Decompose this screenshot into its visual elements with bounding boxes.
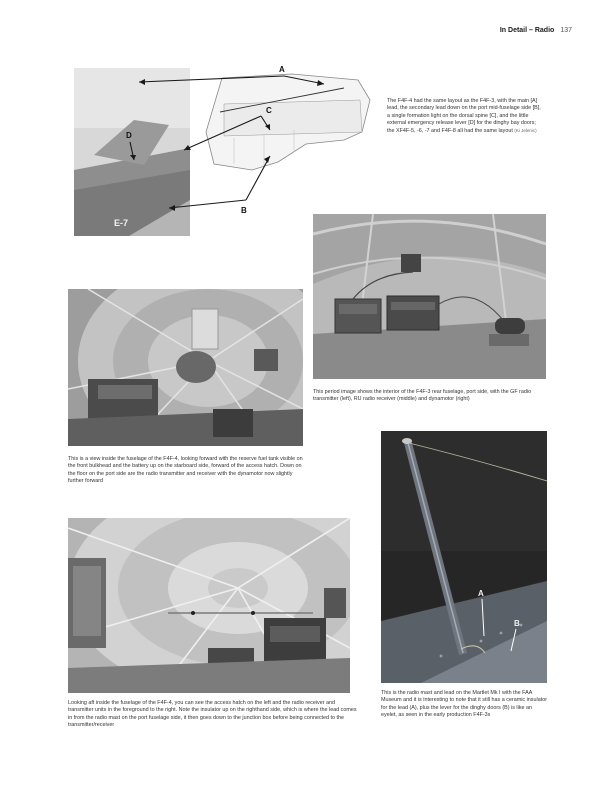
running-header: [500, 27, 572, 34]
photo-martlet-radio-mast: [381, 431, 547, 683]
caption-radio-mast: [381, 690, 547, 719]
svg-text:E-7: E-7: [114, 218, 129, 228]
caption-rear-fuselage: [313, 389, 546, 404]
caption-tail: [387, 98, 543, 135]
caption-looking-aft: [68, 700, 358, 729]
photo-tail-radio-lead: [74, 60, 380, 236]
label-c: C: [266, 106, 272, 115]
label-d: D: [126, 131, 132, 140]
photo-fuselage-looking-aft: [68, 518, 350, 693]
label-a: A: [279, 65, 285, 74]
label-mast-a: A: [478, 589, 484, 598]
label-mast-b: B: [514, 619, 520, 628]
caption-looking-forward: [68, 456, 308, 485]
caption-looking-forward-text: This is a view inside the fuselage of the F4F-4, looking forward with the reserve fuel tank visible on the front bulkhead and the battery up on the starboard side, forward of the access hatch. Down on the floor on the port side are the radio transmitter and receiver with the dynamotor now slightly further forward: [68, 456, 303, 484]
photo-f4f3-rear-fuselage: [313, 214, 546, 379]
caption-looking-aft-text: Looking aft inside the fuselage of the F4F-4, you can see the access hatch on the left and the radio receiver and transmitter units in the foreground to the right. Note the insulator up on the righthand side, which is where the lead comes in from the radio mast on the port fuselage side, it then goes down to the junction box before being connected to the transmitter/receiver: [68, 700, 357, 728]
page-number: 137: [560, 27, 572, 34]
caption-tail-text: The F4F-4 had the same layout as the F4F-3, with the main [A] lead, the secondary lead down on the port mid-fuselage side [B], a single formation light on the dorsal spine [C], and the little external emergency release lever [D] for the dinghy bay doors; the XF4F-5, -6, -7 and F4F-8 all had the same layout: [387, 98, 541, 135]
caption-rear-fuselage-text: This period image shows the interior of the F4F-3 rear fuselage, port side, with the GF radio transmitter (left), RU radio receiver (middle) and dynamotor (right): [313, 389, 532, 403]
photo-credit: (Ki Jelenic): [514, 128, 537, 134]
section-title: In Detail – Radio: [499, 27, 555, 34]
caption-radio-mast-text: This is the radio mast and lead on the Martlet Mk I with the FAA Museum and it is interesting to note that it still has a ceramic insulator for the lead (A), plus the lever for the dinghy doors (B) is like an eyelet, as seen in the early production F4F-3s: [381, 690, 547, 718]
label-b: B: [241, 206, 247, 215]
photo-fuselage-looking-forward: [68, 289, 303, 446]
